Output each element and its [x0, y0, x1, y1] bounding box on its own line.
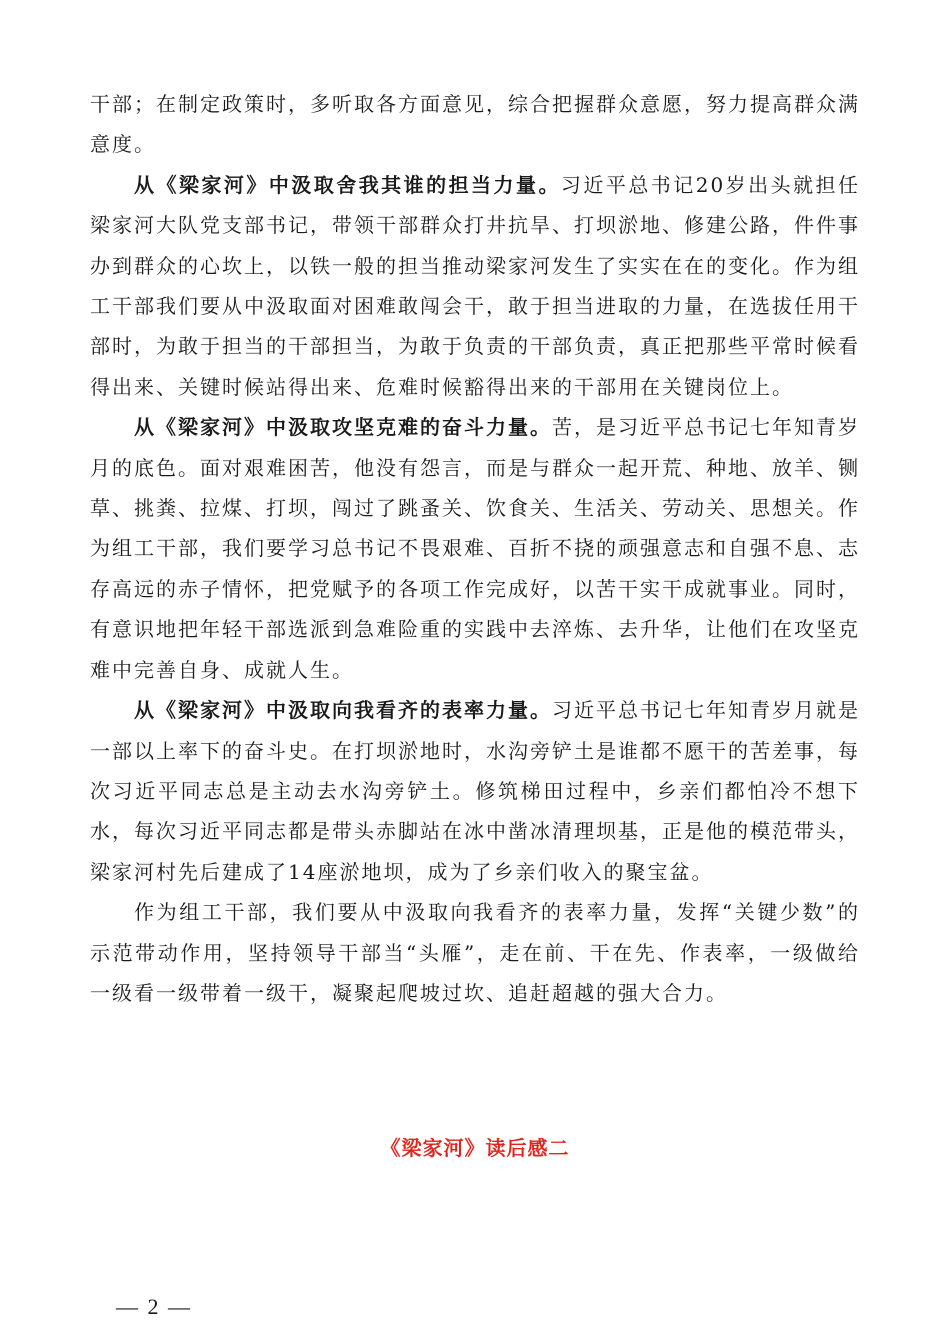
paragraph-4: [90, 690, 860, 892]
page-number: — 2 —: [116, 1294, 192, 1319]
paragraph-2-text: 习近平总书记20岁出头就担任梁家河大队党支部书记，带领干部群众打井抗旱、打坝淤地、修建公路，件件事办到群众的心坎上，以铁一般的担当推动梁家河发生了实实在在的变化。作为组工干部我们要从中汲取面对困难敢闯会干，敢于担当进取的力量，在选拔任用干部时，为敢于担当的干部担当，为敢于负责的干部负责，真正把那些平常时候看得出来、关键时候站得出来、危难时候豁得出来的干部用在关键岗位上。: [90, 172, 861, 399]
paragraph-3: [90, 407, 860, 690]
paragraph-5: [90, 892, 860, 1013]
section-title: 《梁家河》读后感二: [380, 1136, 570, 1160]
paragraph-1: [90, 84, 860, 165]
paragraph-2: [90, 165, 860, 407]
paragraph-4-lead: 从《梁家河》中汲取向我看齐的表率力量。: [134, 698, 552, 723]
paragraph-2-lead: 从《梁家河》中汲取舍我其谁的担当力量。: [134, 172, 561, 197]
paragraph-1-text: 干部；在制定政策时，多听取各方面意见，综合把握群众意愿，努力提高群众满意度。: [90, 92, 860, 157]
paragraph-4-text: 习近平总书记七年知青岁月就是一部以上率下的奋斗史。在打坝淤地时，水沟旁铲土是谁都不愿干的苦差事，每次习近平同志总是主动去水沟旁铲土。修筑梯田过程中，乡亲们都怕冷不想下水，每次习近平同志都是带头赤脚站在冰中凿冰清理坝基，正是他的模范带头，梁家河村先后建成了14座淤地坝，成为了乡亲们收入的聚宝盆。: [90, 698, 860, 884]
document-body: [90, 84, 860, 1013]
paragraph-3-lead: 从《梁家河》中汲取攻坚克难的奋斗力量。: [134, 415, 552, 440]
paragraph-3-text: 苦，是习近平总书记七年知青岁月的底色。面对艰难困苦，他没有怨言，而是与群众一起开荒、种地、放羊、铡草、挑粪、拉煤、打坝，闯过了跳蚤关、饮食关、生活关、劳动关、思想关。作为组工干部，我们要学习总书记不畏艰难、百折不挠的顽强意志和自强不息、志存高远的赤子情怀，把党赋予的各项工作完成好，以苦干实干成就事业。同时，有意识地把年轻干部选派到急难险重的实践中去淬炼、去升华，让他们在攻坚克难中完善自身、成就人生。: [90, 415, 860, 682]
paragraph-5-text: 作为组工干部，我们要从中汲取向我看齐的表率力量，发挥“关键少数”的示范带动作用，坚持领导干部当“头雁”，走在前、干在先、作表率，一级做给一级看一级带着一级干，凝聚起爬坡过坎、追赶超越的强大合力。: [90, 900, 860, 1005]
